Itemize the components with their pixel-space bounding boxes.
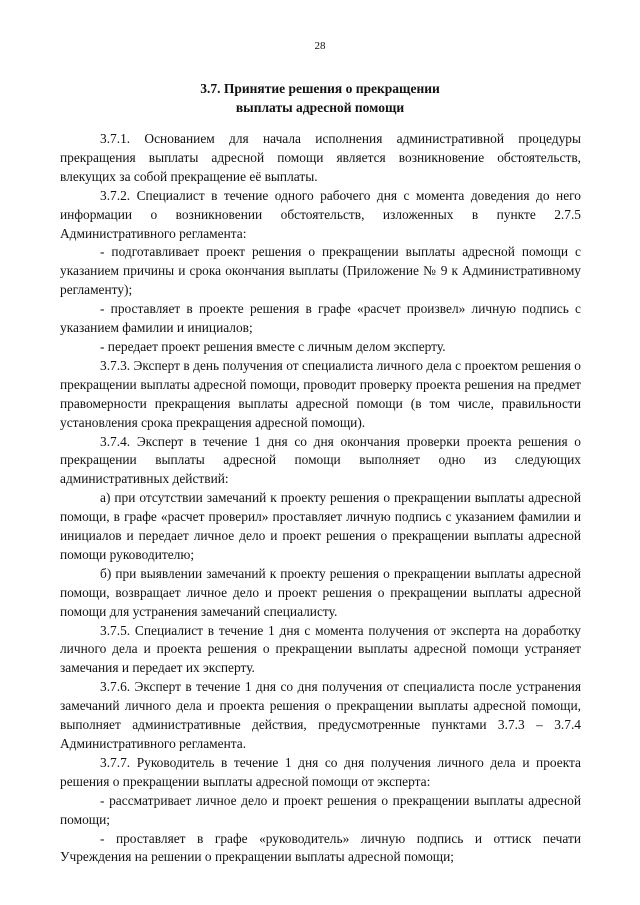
paragraph-3-7-6: 3.7.6. Эксперт в течение 1 дня со дня получения от специалиста после устранения замечаний личного дела и проекта решения о прекращении выплаты адресной помощи, выполняет административные действия, предусмотренные пунктами 3.7.3 – 3.7.4 Административного регламента. — [60, 679, 581, 751]
section-heading-line-2: выплаты адресной помощи — [235, 100, 405, 115]
list-item-b-remarks: б) при выявлении замечаний к проекту решения о прекращении выплаты адресной помощи, возвращает личное дело и проект решения о прекращении выплаты адресной помощи для устранения замечаний специалисту. — [60, 565, 581, 619]
list-item-a-no-remarks: а) при отсутствии замечаний к проекту решения о прекращении выплаты адресной помощи, в графе «расчет проверил» проставляет личную подпись с указанием фамилии и инициалов и передает личное дело и проект решения о прекращении выплаты адресной помощи руководителю; — [60, 490, 581, 562]
paragraph-3-7-1: 3.7.1. Основанием для начала исполнения административной процедуры прекращения выплаты адресной помощи является возникновение обстоятельств, влекущих за собой прекращение её выплаты. — [60, 131, 581, 184]
paragraph-3-7-4: 3.7.4. Эксперт в течение 1 дня со дня окончания проверки проекта решения о прекращении выплаты адресной помощи выполняет одно из следующих административных действий: — [60, 433, 581, 487]
list-item-sign-calculation: - проставляет в проекте решения в графе «расчет произвел» личную подпись с указанием фамилии и инициалов; — [60, 301, 581, 336]
list-item-pass-to-expert: - передает проект решения вместе с личным делом эксперту. — [100, 338, 446, 354]
paragraph-3-7-7: 3.7.7. Руководитель в течение 1 дня со дня получения личного дела и проекта решения о прекращении выплаты адресной помощи от эксперта: — [60, 754, 581, 789]
paragraph-3-7-5: 3.7.5. Специалист в течение 1 дня с момента получения от эксперта на доработку личного дела и проекта решения о прекращении выплаты адресной помощи устраняет замечания и передает их эксперту. — [60, 622, 581, 676]
paragraph-3-7-3: 3.7.3. Эксперт в день получения от специалиста личного дела с проектом решения о прекращении выплаты адресной помощи, проводит проверку проекта решения на предмет правомерности прекращения выплаты адресной помощи (в том числе, правильности установления срока прекращения адресной помощи). — [60, 357, 581, 430]
page-number: 28 — [314, 40, 326, 52]
document-body — [60, 130, 581, 867]
paragraph-3-7-2: 3.7.2. Специалист в течение одного рабочего дня с момента доведения до него информации о возникновении обстоятельств, изложенных в пункте 2.7.5 Административного регламента: — [60, 187, 581, 241]
list-item-sign-and-stamp: - проставляет в графе «руководитель» личную подпись и оттиск печати Учреждения на решении о прекращении выплаты адресной помощи; — [60, 830, 581, 865]
section-heading-line-1: 3.7. Принятие решения о прекращении — [200, 81, 440, 96]
list-item-review-file: - рассматривает личное дело и проект решения о прекращении выплаты адресной помощи; — [60, 792, 581, 827]
section-heading — [60, 79, 580, 117]
list-item-prepare-draft: - подготавливает проект решения о прекращении выплаты адресной помощи с указанием причины и срока окончания выплаты (Приложение № 9 к Административному регламенту); — [60, 244, 581, 298]
